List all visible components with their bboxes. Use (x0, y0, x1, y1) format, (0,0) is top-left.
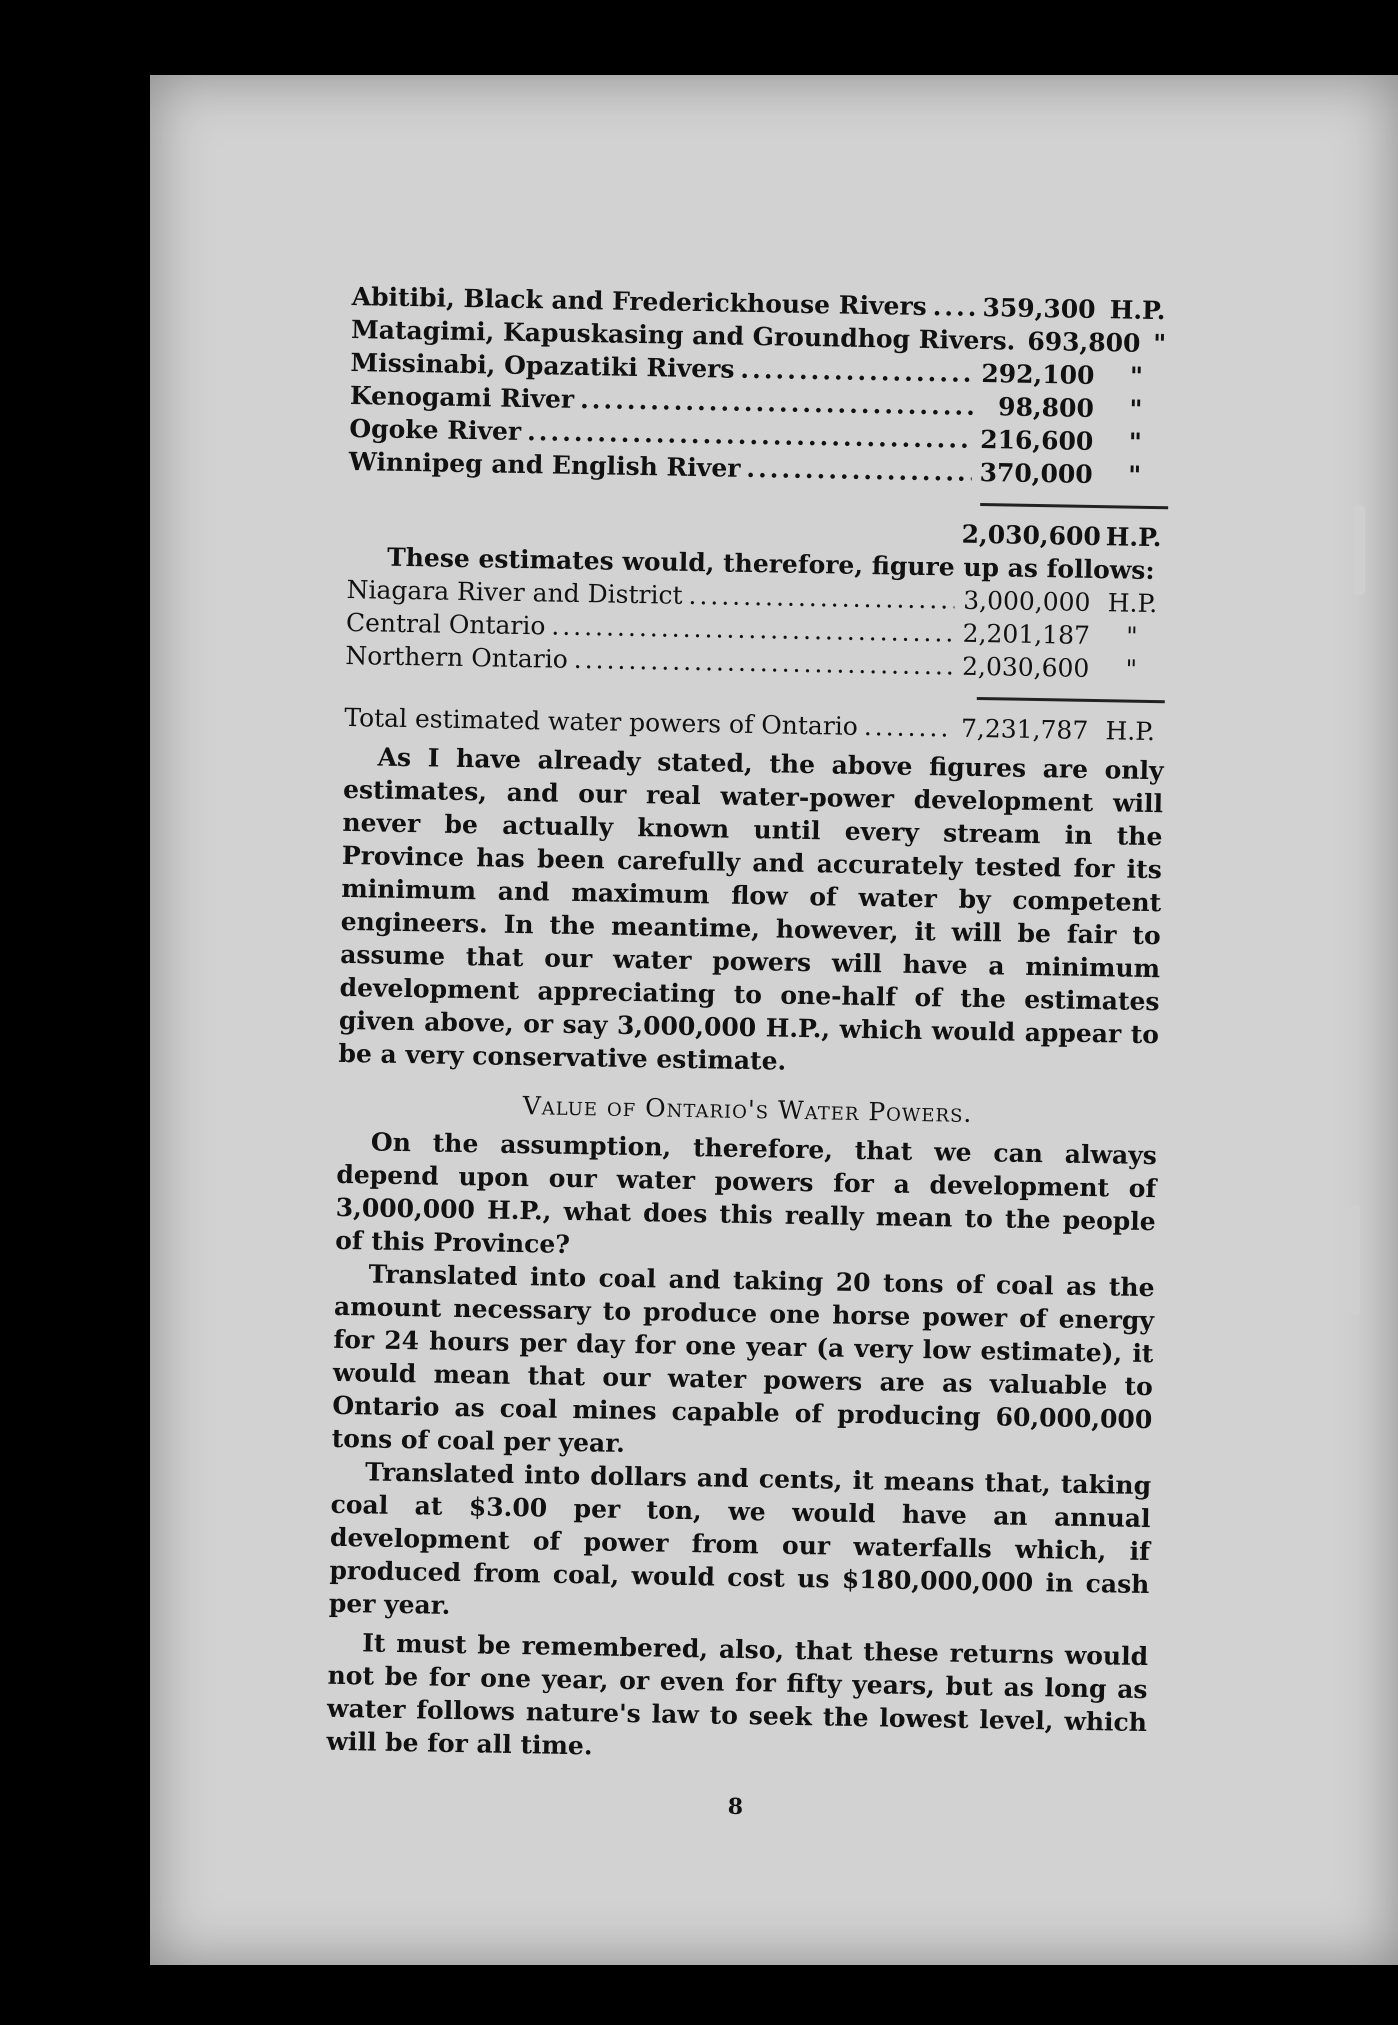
paragraph: As I have already stated, the above figures are only estimates, and our real water-power development will never be actually known until every stream in the Province has been carefully and accurately tested for its minimum and maximum flow of water by competent engineers. In the meantime, however, it will be fair to assume that our water powers will have a minimum development appreciating to one-half of the estimates given above, or say 3,000,000 H.P., which would appear to be a very conservative estimate. (338, 742, 1164, 1076)
unit: " (1129, 361, 1144, 391)
hp-value: 3,000,000 (963, 585, 1091, 617)
unit: " (1152, 328, 1167, 359)
hp-value: 359,300 (982, 293, 1096, 324)
unit: " (1125, 621, 1138, 651)
region-name: Central Ontario (345, 607, 546, 641)
river-name: Missinabi, Opazatiki Rivers (350, 347, 735, 384)
regions-table (344, 573, 1167, 748)
hp-value: 292,100 (981, 359, 1095, 390)
unit: H.P. (1105, 522, 1162, 553)
region-name: Northern Ontario (345, 640, 569, 674)
page-number: 8 (727, 1793, 744, 1821)
sum-rule (977, 697, 1165, 703)
paragraph: On the assumption, therefore, that we can always depend upon our water powers for a development of 3,000,000 H.P., what does this really mean to the people of this Province? (334, 1127, 1158, 1259)
river-name: Ogoke River (349, 413, 522, 446)
grand-total-label: Total estimated water powers of Ontario (344, 702, 859, 741)
river-name: Kenogami River (349, 380, 575, 414)
dot-leader (932, 290, 974, 324)
unit: H.P. (1109, 295, 1166, 326)
unit: " (1125, 654, 1138, 684)
hp-value: 693,800 (1027, 326, 1141, 358)
dot-leader (864, 710, 953, 745)
unit: H.P. (1107, 588, 1158, 619)
grand-total-value: 7,231,787 (960, 713, 1089, 745)
river-name: Abitibi, Black and Frederickhouse Rivers (351, 281, 927, 322)
unit: H.P. (1105, 716, 1156, 747)
hp-value: 98,800 (997, 392, 1095, 423)
paragraph: Translated into dollars and cents, it means that, taking coal at $3.00 per ton, we would have an annual development of power from our waterfalls which, if produced from coal, would cost us $180,000,000 in cash per year. (328, 1457, 1152, 1620)
unit: " (1127, 460, 1142, 490)
page-content (325, 280, 1172, 1831)
paragraph: It must be remembered, also, that these returns would not be for one year, or even for fifty years, but as long as water follows nature's law to seek the lowest level, which will be for all time. (326, 1628, 1149, 1761)
hp-value: 370,000 (979, 457, 1093, 489)
binding-mark (1348, 1205, 1360, 1315)
river-name: Matagimi, Kapuskasing and Groundhog Rivers. (350, 314, 1016, 356)
intro-line: These estimates would, therefore, figure up as follows: (386, 542, 1155, 586)
hp-value: 2,030,600 (961, 651, 1090, 683)
unit: " (1129, 394, 1143, 424)
northern-rivers-table (347, 280, 1171, 554)
document-page (150, 75, 1398, 1965)
sum-rule (980, 503, 1168, 509)
dot-leader (573, 643, 953, 683)
dot-leader (688, 579, 955, 617)
binding-mark (1353, 505, 1365, 595)
paragraph: Translated into coal and taking 20 tons of coal as the amount necessary to produce one horse power of energy for 24 hours per day for one year (a very low estimate), it would mean that our water powers are as valuable to Ontario as coal mines capable of producing 60,000,000 tons of coal per year. (331, 1259, 1155, 1458)
river-name: Winnipeg and English River (348, 446, 741, 483)
dot-leader (740, 353, 974, 390)
unit: " (1128, 427, 1143, 457)
hp-value: 2,201,187 (962, 618, 1091, 650)
hp-value: 216,600 (979, 424, 1094, 456)
region-name: Niagara River and District (346, 574, 683, 610)
total-value: 2,030,600 (961, 519, 1102, 552)
section-heading: Value of Ontario's Water Powers. (522, 1091, 973, 1128)
dot-leader (746, 452, 972, 489)
